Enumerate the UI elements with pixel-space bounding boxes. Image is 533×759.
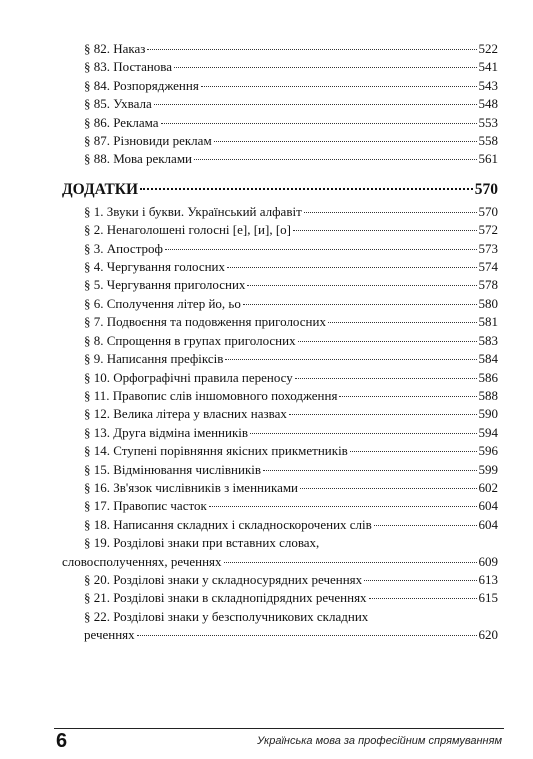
section-page: 570 (474, 180, 498, 198)
leader-dots (165, 248, 477, 250)
leader-dots (364, 579, 476, 581)
toc-entry-title: § 16. Зв'язок числівників з іменниками (84, 479, 299, 495)
toc-entry-page: 558 (478, 133, 498, 149)
toc-entry-title: § 5. Чергування приголосних (84, 277, 246, 293)
leader-dots (295, 377, 477, 379)
toc-entry-page: 570 (478, 203, 498, 219)
leader-dots (243, 303, 477, 305)
toc-entry-title: § 18. Написання складних і складноскорочених слів (84, 516, 372, 532)
toc-entry-page: 609 (478, 553, 498, 569)
toc-entry-title: § 85. Ухвала (84, 96, 152, 112)
leader-dots (374, 524, 477, 526)
toc-entry (62, 114, 498, 132)
leader-dots (369, 597, 477, 599)
toc-entry-title: § 12. Велика літера у власних назвах (84, 406, 287, 422)
leader-dots (350, 450, 477, 452)
toc-entry-title: § 13. Друга відміна іменників (84, 424, 249, 440)
toc-entry (62, 424, 498, 442)
toc-entry (62, 442, 498, 460)
leader-dots (209, 505, 477, 507)
toc-entry (62, 221, 498, 239)
toc-entry-page: 599 (478, 461, 498, 477)
toc-entry-page: 561 (478, 151, 498, 167)
toc-entry-page: 620 (478, 627, 498, 643)
toc-entry-page: 553 (478, 114, 498, 130)
toc-entry-continuation (62, 553, 498, 571)
toc-entry-page: 602 (478, 479, 498, 495)
toc-entry-page: 613 (478, 571, 498, 587)
toc-entry (62, 58, 498, 76)
section-title: ДОДАТКИ (62, 180, 139, 198)
toc-entry (62, 276, 498, 294)
toc-entry (62, 405, 498, 423)
toc-entry (62, 240, 498, 258)
toc-entry-page: 580 (478, 295, 498, 311)
leader-dots (147, 48, 476, 50)
toc-entry-page: 594 (478, 424, 498, 440)
toc-entry (62, 516, 498, 534)
toc-entry-page: 548 (478, 96, 498, 112)
toc-entry-page: 543 (478, 77, 498, 93)
toc-entry-title: § 19. Розділові знаки при вставних словах, (84, 535, 320, 551)
toc-top-list (62, 40, 498, 169)
toc-entry-page: 588 (478, 387, 498, 403)
leader-dots (194, 158, 477, 160)
toc-entry-page: 541 (478, 59, 498, 75)
toc-entry-title: § 86. Реклама (84, 114, 159, 130)
toc-entry-title: § 10. Орфографічні правила переносу (84, 369, 293, 385)
toc-entry-title: § 87. Різновиди реклам (84, 133, 212, 149)
leader-dots (293, 229, 477, 231)
toc-entry-title: § 82. Наказ (84, 41, 146, 56)
leader-dots (214, 140, 477, 142)
toc-entry-title: § 14. Ступені порівняння якісних прикметників (84, 443, 348, 459)
footer-rule (54, 728, 504, 729)
leader-dots (328, 321, 477, 323)
toc-entry-title: § 21. Розділові знаки в складнопідрядних реченнях (84, 590, 367, 606)
toc-entry (62, 40, 498, 58)
toc-entry-title: § 20. Розділові знаки у складносурядних реченнях (84, 571, 363, 587)
toc-entry (62, 203, 498, 221)
leader-dots (304, 211, 477, 213)
toc-entry-page: 578 (478, 277, 498, 293)
toc-entry (62, 77, 498, 95)
toc-entry (62, 369, 498, 387)
toc-entry-title: § 84. Розпорядження (84, 77, 199, 93)
page-footer (54, 728, 504, 750)
toc-entry (62, 387, 498, 405)
toc-entry-title: § 83. Постанова (84, 59, 173, 75)
toc-entry (62, 132, 498, 150)
toc-entry-title: § 2. Ненаголошені голосні [е], [и], [о] (84, 222, 291, 238)
toc-entry (62, 350, 498, 368)
toc-entry-page: 596 (478, 443, 498, 459)
toc-entry (62, 534, 498, 552)
leader-dots (224, 561, 477, 563)
table-of-contents (62, 40, 498, 645)
toc-entry-page: 604 (478, 516, 498, 532)
leader-dots (201, 85, 477, 87)
toc-entry (62, 150, 498, 168)
toc-entry (62, 295, 498, 313)
toc-entry-page: 572 (478, 222, 498, 238)
toc-entry-page: 584 (478, 351, 498, 367)
toc-entry (62, 332, 498, 350)
toc-entry (62, 608, 498, 626)
leader-dots (300, 487, 476, 489)
running-title: Українська мова за професійним спрямуванням (257, 735, 502, 747)
toc-entry-title: § 17. Правопис часток (84, 498, 207, 514)
toc-entry-title: § 1. Звуки і букви. Український алфавіт (84, 203, 302, 219)
section-heading-appendix (62, 179, 498, 201)
leader-dots (298, 340, 477, 342)
page-number: 6 (56, 730, 68, 752)
toc-entry-page: 581 (478, 314, 498, 330)
toc-entry (62, 95, 498, 113)
toc-entry-page: 574 (478, 259, 498, 275)
toc-entry-page: 615 (478, 590, 498, 606)
leader-dots (154, 103, 477, 105)
toc-entry-title-cont: реченнях (84, 627, 135, 643)
toc-entry (62, 571, 498, 589)
toc-entry-page: 522 (478, 41, 498, 56)
toc-entry-title: § 11. Правопис слів іншомовного походження (84, 387, 338, 403)
toc-entry-title-cont: словосполученнях, реченнях (62, 553, 222, 569)
toc-appendix-list (62, 203, 498, 534)
toc-entry (62, 258, 498, 276)
toc-entry-title: § 22. Розділові знаки у безсполучникових складних (84, 608, 369, 624)
toc-entry-title: § 6. Сполучення літер йо, ьо (84, 295, 241, 311)
leader-dots (161, 122, 477, 124)
leader-dots (140, 187, 473, 190)
leader-dots (227, 266, 476, 268)
leader-dots (137, 634, 477, 636)
leader-dots (263, 469, 476, 471)
toc-entry (62, 479, 498, 497)
toc-entry-page: 583 (478, 332, 498, 348)
toc-entry-title: § 9. Написання префіксів (84, 351, 224, 367)
toc-entry-title: § 15. Відмінювання числівників (84, 461, 262, 477)
toc-entry (62, 589, 498, 607)
toc-entry (62, 313, 498, 331)
toc-entry (62, 461, 498, 479)
toc-entry-continuation (62, 626, 498, 644)
leader-dots (339, 395, 476, 397)
toc-entry-page: 586 (478, 369, 498, 385)
toc-entry-title: § 88. Мова реклами (84, 151, 192, 167)
toc-entry-page: 573 (478, 240, 498, 256)
leader-dots (289, 413, 477, 415)
leader-dots (174, 66, 476, 68)
leader-dots (247, 284, 476, 286)
toc-entry-page: 604 (478, 498, 498, 514)
toc-entry-title: § 8. Спрощення в групах приголосних (84, 332, 296, 348)
toc-entry-page: 590 (478, 406, 498, 422)
toc-entry-title: § 4. Чергування голосних (84, 259, 226, 275)
toc-entry (62, 497, 498, 515)
toc-entry-title: § 3. Апостроф (84, 240, 163, 256)
leader-dots (250, 432, 476, 434)
toc-entry-title: § 7. Подвоєння та подовження приголосних (84, 314, 326, 330)
leader-dots (225, 358, 476, 360)
